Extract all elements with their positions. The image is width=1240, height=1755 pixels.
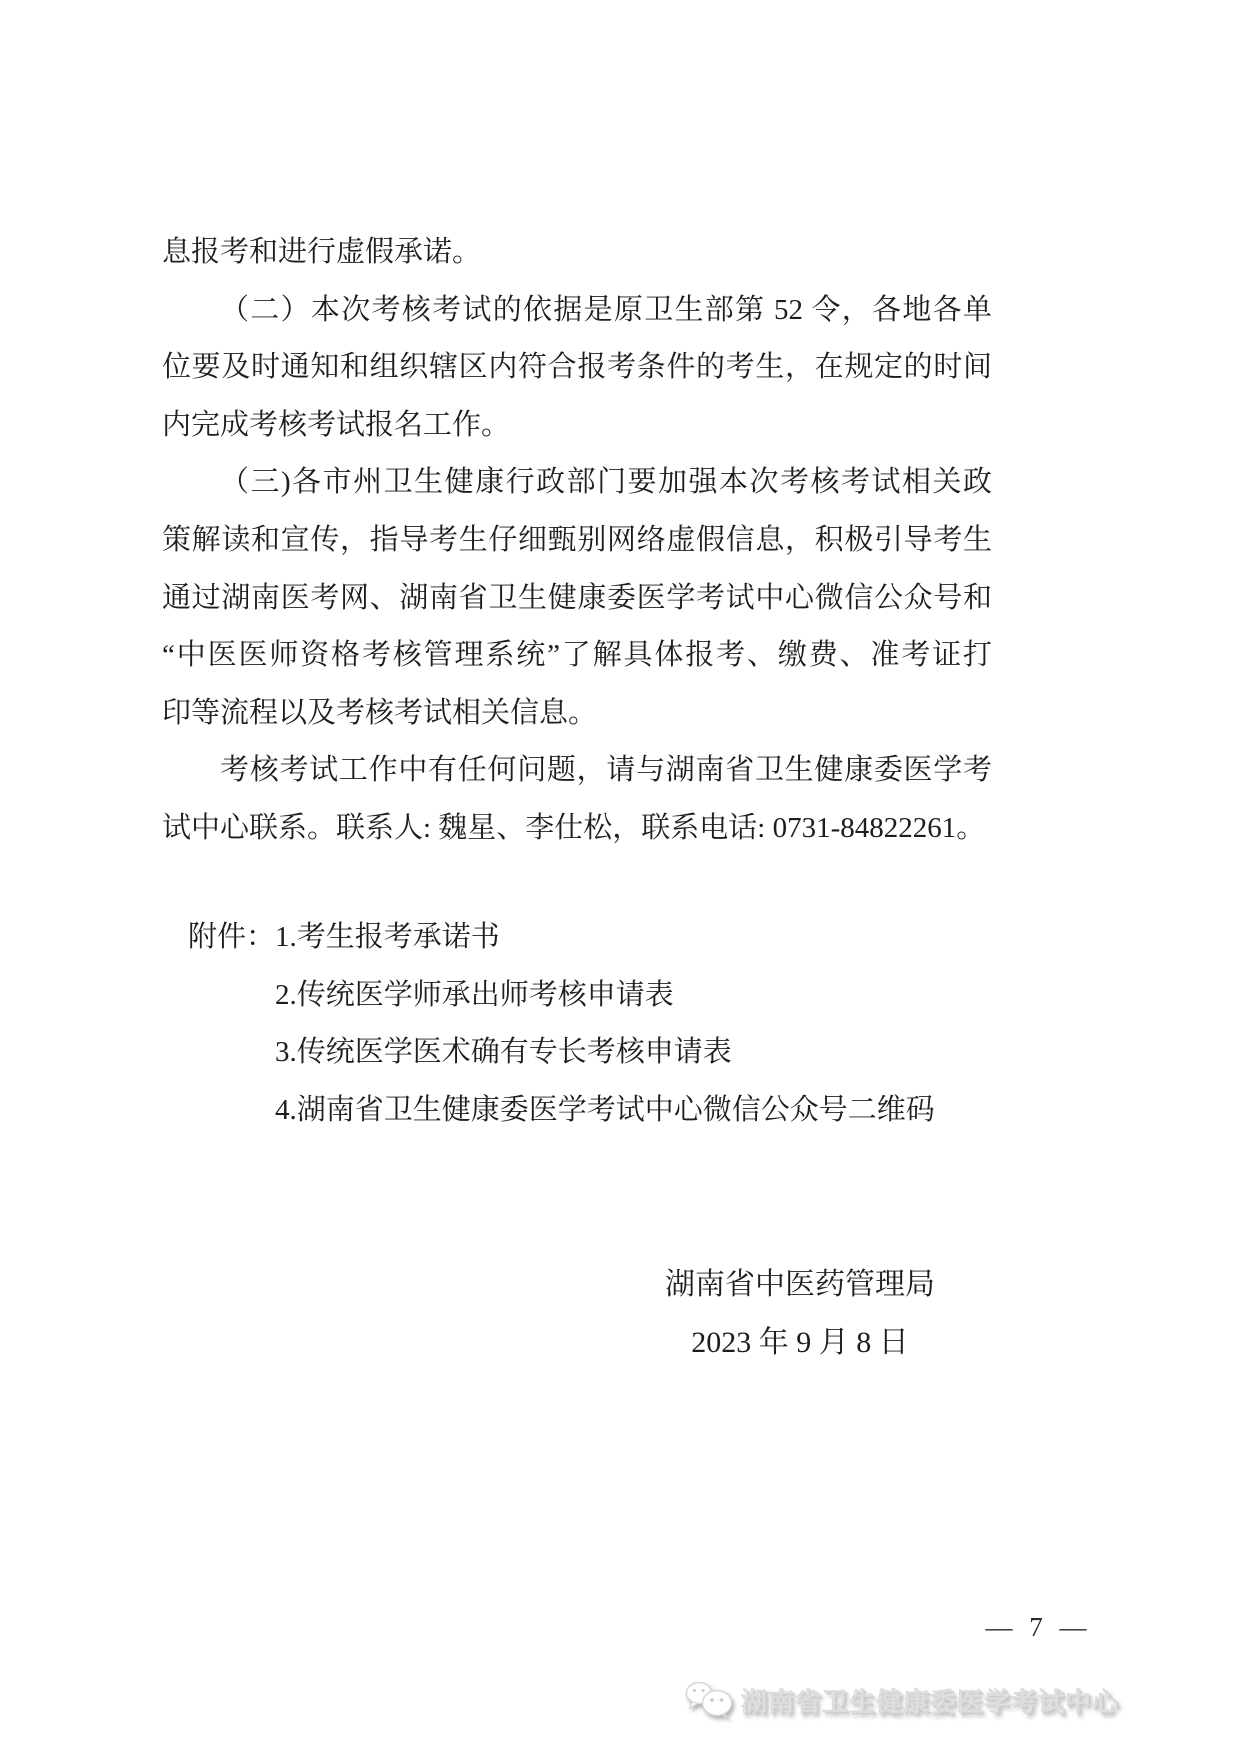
body-line: 印等流程以及考核考试相关信息。 <box>162 696 598 729</box>
footer-watermark <box>684 1676 1119 1724</box>
body-line: 考核考试工作中有任何问题，请与湖南省卫生健康委医学考 <box>220 754 992 787</box>
page-number: — 7 — <box>985 1612 1087 1642</box>
body-line: 试中心联系。联系人: 魏星、李仕松，联系电话: 0731-84822261。 <box>162 811 986 844</box>
body-line: （三)各市州卫生健康行政部门要加强本次考核考试相关政 <box>220 466 992 499</box>
signature-org: 湖南省中医药管理局 <box>665 1268 935 1301</box>
signature-date: 2023 年 9 月 8 日 <box>691 1325 909 1359</box>
signature-block <box>560 1256 1040 1371</box>
body-line: （二）本次考核考试的依据是原卫生部第 52 令，各地各单 <box>220 293 992 326</box>
attachments-list <box>275 909 1022 1139</box>
attachments-label: 附件： <box>188 921 276 953</box>
body-line: 通过湖南医考网、湖南省卫生健康委医学考试中心微信公众号和 <box>162 581 992 614</box>
body-line: 内完成考核考试报名工作。 <box>162 408 511 441</box>
footer-account-name: 湖南省卫生健康委医学考试中心 <box>741 1686 1120 1717</box>
attachment-item: 4.湖南省卫生健康委医学考试中心微信公众号二维码 <box>275 1093 935 1126</box>
document-body <box>162 224 992 858</box>
attachment-item: 2.传统医学师承出师考核申请表 <box>275 978 674 1011</box>
body-line: 息报考和进行虚假承诺。 <box>162 236 482 268</box>
wechat-icon <box>684 1681 736 1719</box>
body-line: 位要及时通知和组织辖区内符合报考条件的考生，在规定的时间 <box>162 351 992 384</box>
attachments-block <box>162 909 1022 1139</box>
body-line: “中医医师资格考核管理系统”了解具体报考、缴费、准考证打 <box>162 639 992 672</box>
attachment-item: 1.考生报考承诺书 <box>275 921 500 953</box>
attachment-item: 3.传统医学医术确有专长考核申请表 <box>275 1036 732 1069</box>
body-line: 策解读和宣传，指导考生仔细甄别网络虚假信息，积极引导考生 <box>162 523 992 556</box>
